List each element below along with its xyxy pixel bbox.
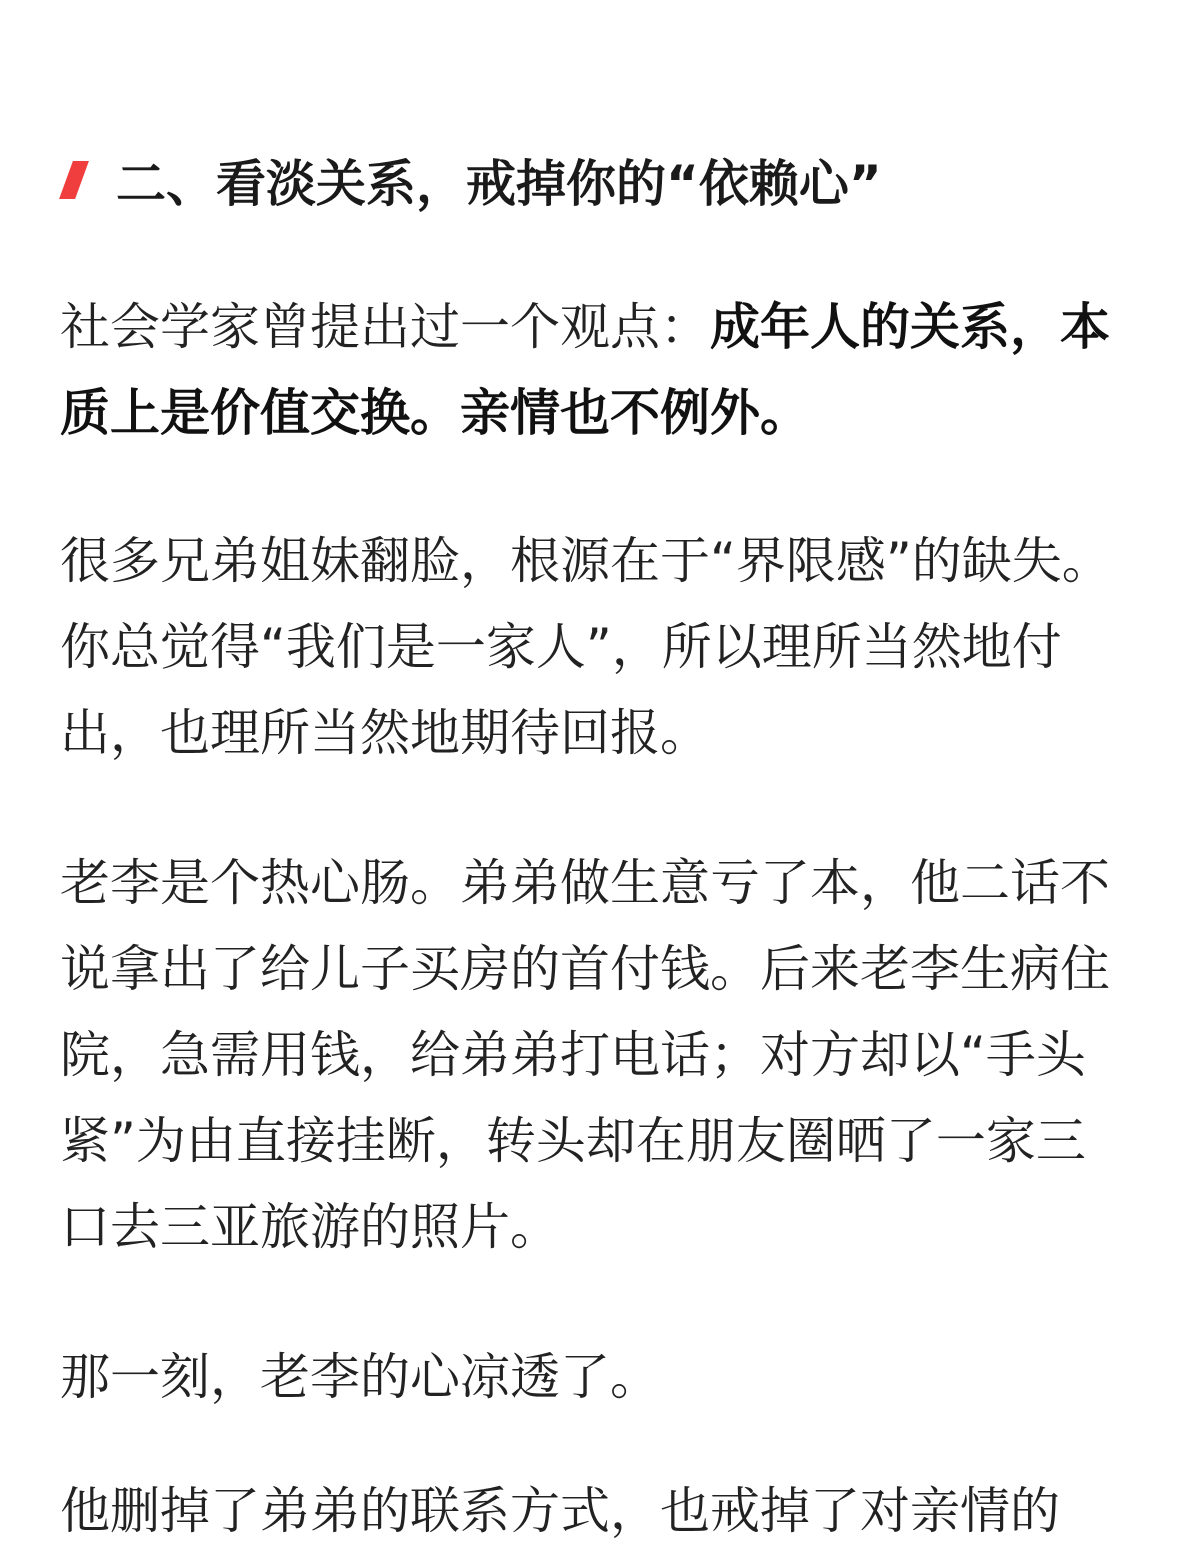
paragraph-heart-cold: 那一刻，老李的心凉透了。 bbox=[60, 1348, 660, 1406]
paragraph-plain-text: 社会学家曾提出过一个观点： bbox=[60, 298, 710, 356]
paragraph-bold-text: 成年人的关系，本质上是价值交换。亲情也不例外。 bbox=[60, 298, 1110, 442]
paragraph-cut-off: 他删掉了弟弟的联系方式，也戒掉了对亲情的 bbox=[60, 1482, 1060, 1540]
paragraph-sociologist-view bbox=[60, 284, 1125, 456]
paragraph-lao-li-story: 老李是个热心肠。弟弟做生意亏了本，他二话不说拿出了给儿子买房的首付钱。后来老李生病住院，急需用钱，给弟弟打电话；对方却以“手头紧”为由直接挂断，转头却在朋友圈晒了一家三口去三亚旅游的照片。 bbox=[60, 854, 1110, 1256]
paragraph-boundary: 很多兄弟姐妹翻脸，根源在于“界限感”的缺失。你总觉得“我们是一家人”，所以理所当然地付出，也理所当然地期待回报。 bbox=[60, 532, 1112, 762]
section-heading bbox=[60, 140, 882, 220]
section-title: 二、看淡关系，戒掉你的“依赖心” bbox=[116, 155, 882, 213]
heading-accent-mark bbox=[59, 161, 89, 199]
